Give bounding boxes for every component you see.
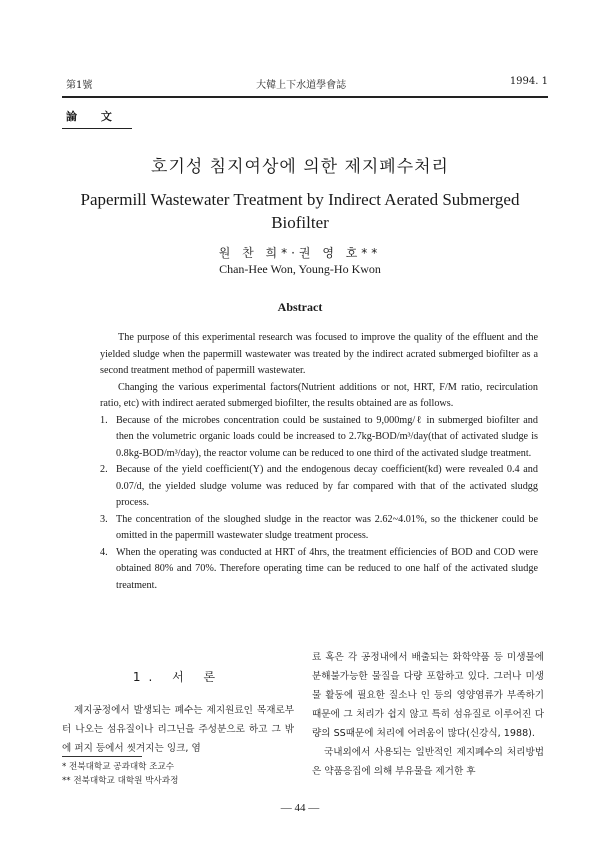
title-english: Papermill Wastewater Treatment by Indirect Aerated Submerged Biofilter — [80, 190, 520, 232]
result-number: 4. — [100, 546, 108, 558]
introduction-text-right-2: 국내외에서 사용되는 일반적인 제지폐수의 처리방법은 약품응집에 의해 부유물을 제거한 후 — [312, 747, 544, 777]
result-text: When the operating was conducted at HRT of 4hrs, the treatment efficiencies of BOD and COD were obtained 80% and 70%. Therefore operating time can be reduced to one half of the activated sludge treatment. — [116, 546, 538, 591]
header-rule — [62, 96, 548, 98]
right-column — [312, 648, 544, 781]
publication-date: 1994. 1 — [509, 76, 548, 87]
abstract-heading: Abstract — [277, 300, 323, 314]
authors-korean: 원 찬 희*·권 영 호** — [218, 246, 382, 260]
running-header — [66, 76, 548, 92]
left-column — [62, 656, 294, 758]
title-korean: 호기성 침지여상에 의한 제지폐수처리 — [151, 157, 449, 177]
section-label-rule — [62, 128, 132, 129]
abstract-paragraph-1: The purpose of this experimental research was focused to improve the quality of the effluent and the yielded sludge when the papermill wastewater was treated by the indirect acrated submerged biofilter as a second treatment method of papermill wastewater. — [100, 332, 538, 376]
footnote-author-2: ** 전북대학교 대학원 박사과정 — [62, 776, 179, 786]
results-list — [100, 413, 538, 595]
result-item — [100, 545, 538, 595]
introduction-text-left: 제지공정에서 발생되는 폐수는 제지원료인 목재로부터 나오는 섬유질이나 리그닌을 주성분으로 하고 그 밖에 퍼지 등에서 씻겨지는 잉크, 염 — [62, 705, 294, 754]
journal-name: 大韓上下水道學會誌 — [256, 80, 347, 91]
result-number: 3. — [100, 513, 108, 525]
section-label: 論 文 — [66, 110, 122, 123]
abstract-body — [100, 330, 538, 594]
footnote-author-1: * 전북대학교 공과대학 조교수 — [62, 762, 175, 772]
result-item — [100, 512, 538, 545]
footnote-rule — [62, 756, 142, 757]
result-text: Because of the yield coefficient(Y) and the endogenous decay coefficient(kd) were revealed 0.4 and 0.07/d, the yielded sludge volume was reduced by far compared with that of the activated sludgg process. — [116, 464, 538, 508]
result-item — [100, 462, 538, 512]
result-item — [100, 413, 538, 463]
issue-number: 第1號 — [66, 80, 93, 91]
section-heading-introduction: 1. 서 론 — [132, 670, 224, 684]
introduction-text-right-1: 료 혹은 각 공정내에서 배출되는 화학약품 등 미생물에 분해불가능한 물질을 다량 포함하고 있다. 그러나 미생물 활동에 필요한 질소나 인 등의 영양염류가 부족하기 때문에 그 처리가 쉽지 않고 특히 섬유질로 이루어진 다량의 SS때문에 처리에 어려움이 많다(신강식, 1988). — [312, 652, 544, 739]
result-number: 1. — [100, 414, 108, 426]
result-number: 2. — [100, 464, 108, 475]
author-footnotes — [62, 760, 294, 788]
result-text: The concentration of the sloughed sludge in the reactor was 2.62~4.01%, so the thickener could be omitted in the papermill wastewater sludge treatment process. — [116, 513, 538, 541]
page-number: — 44 — — [280, 802, 320, 814]
result-text: Because of the microbes concentration could be sustained to 9,000mg/ℓ in submerged biofilter and then the volumetric organic loads could be increased to 2.7kg-BOD/m³/day(that of activated sludge is 0.8kg-BOD/m³/day), the reactor volume can be reduced to one third of the activated sludge treatment. — [116, 414, 538, 459]
authors-english: Chan-Hee Won, Young-Ho Kwon — [219, 262, 381, 276]
abstract-paragraph-2: Changing the various experimental factors(Nutrient additions or not, HRT, F/M ratio, recirculation ratio, etc) with indirect aerated submerged biofilter, the results obtained are as follows. — [100, 381, 538, 409]
